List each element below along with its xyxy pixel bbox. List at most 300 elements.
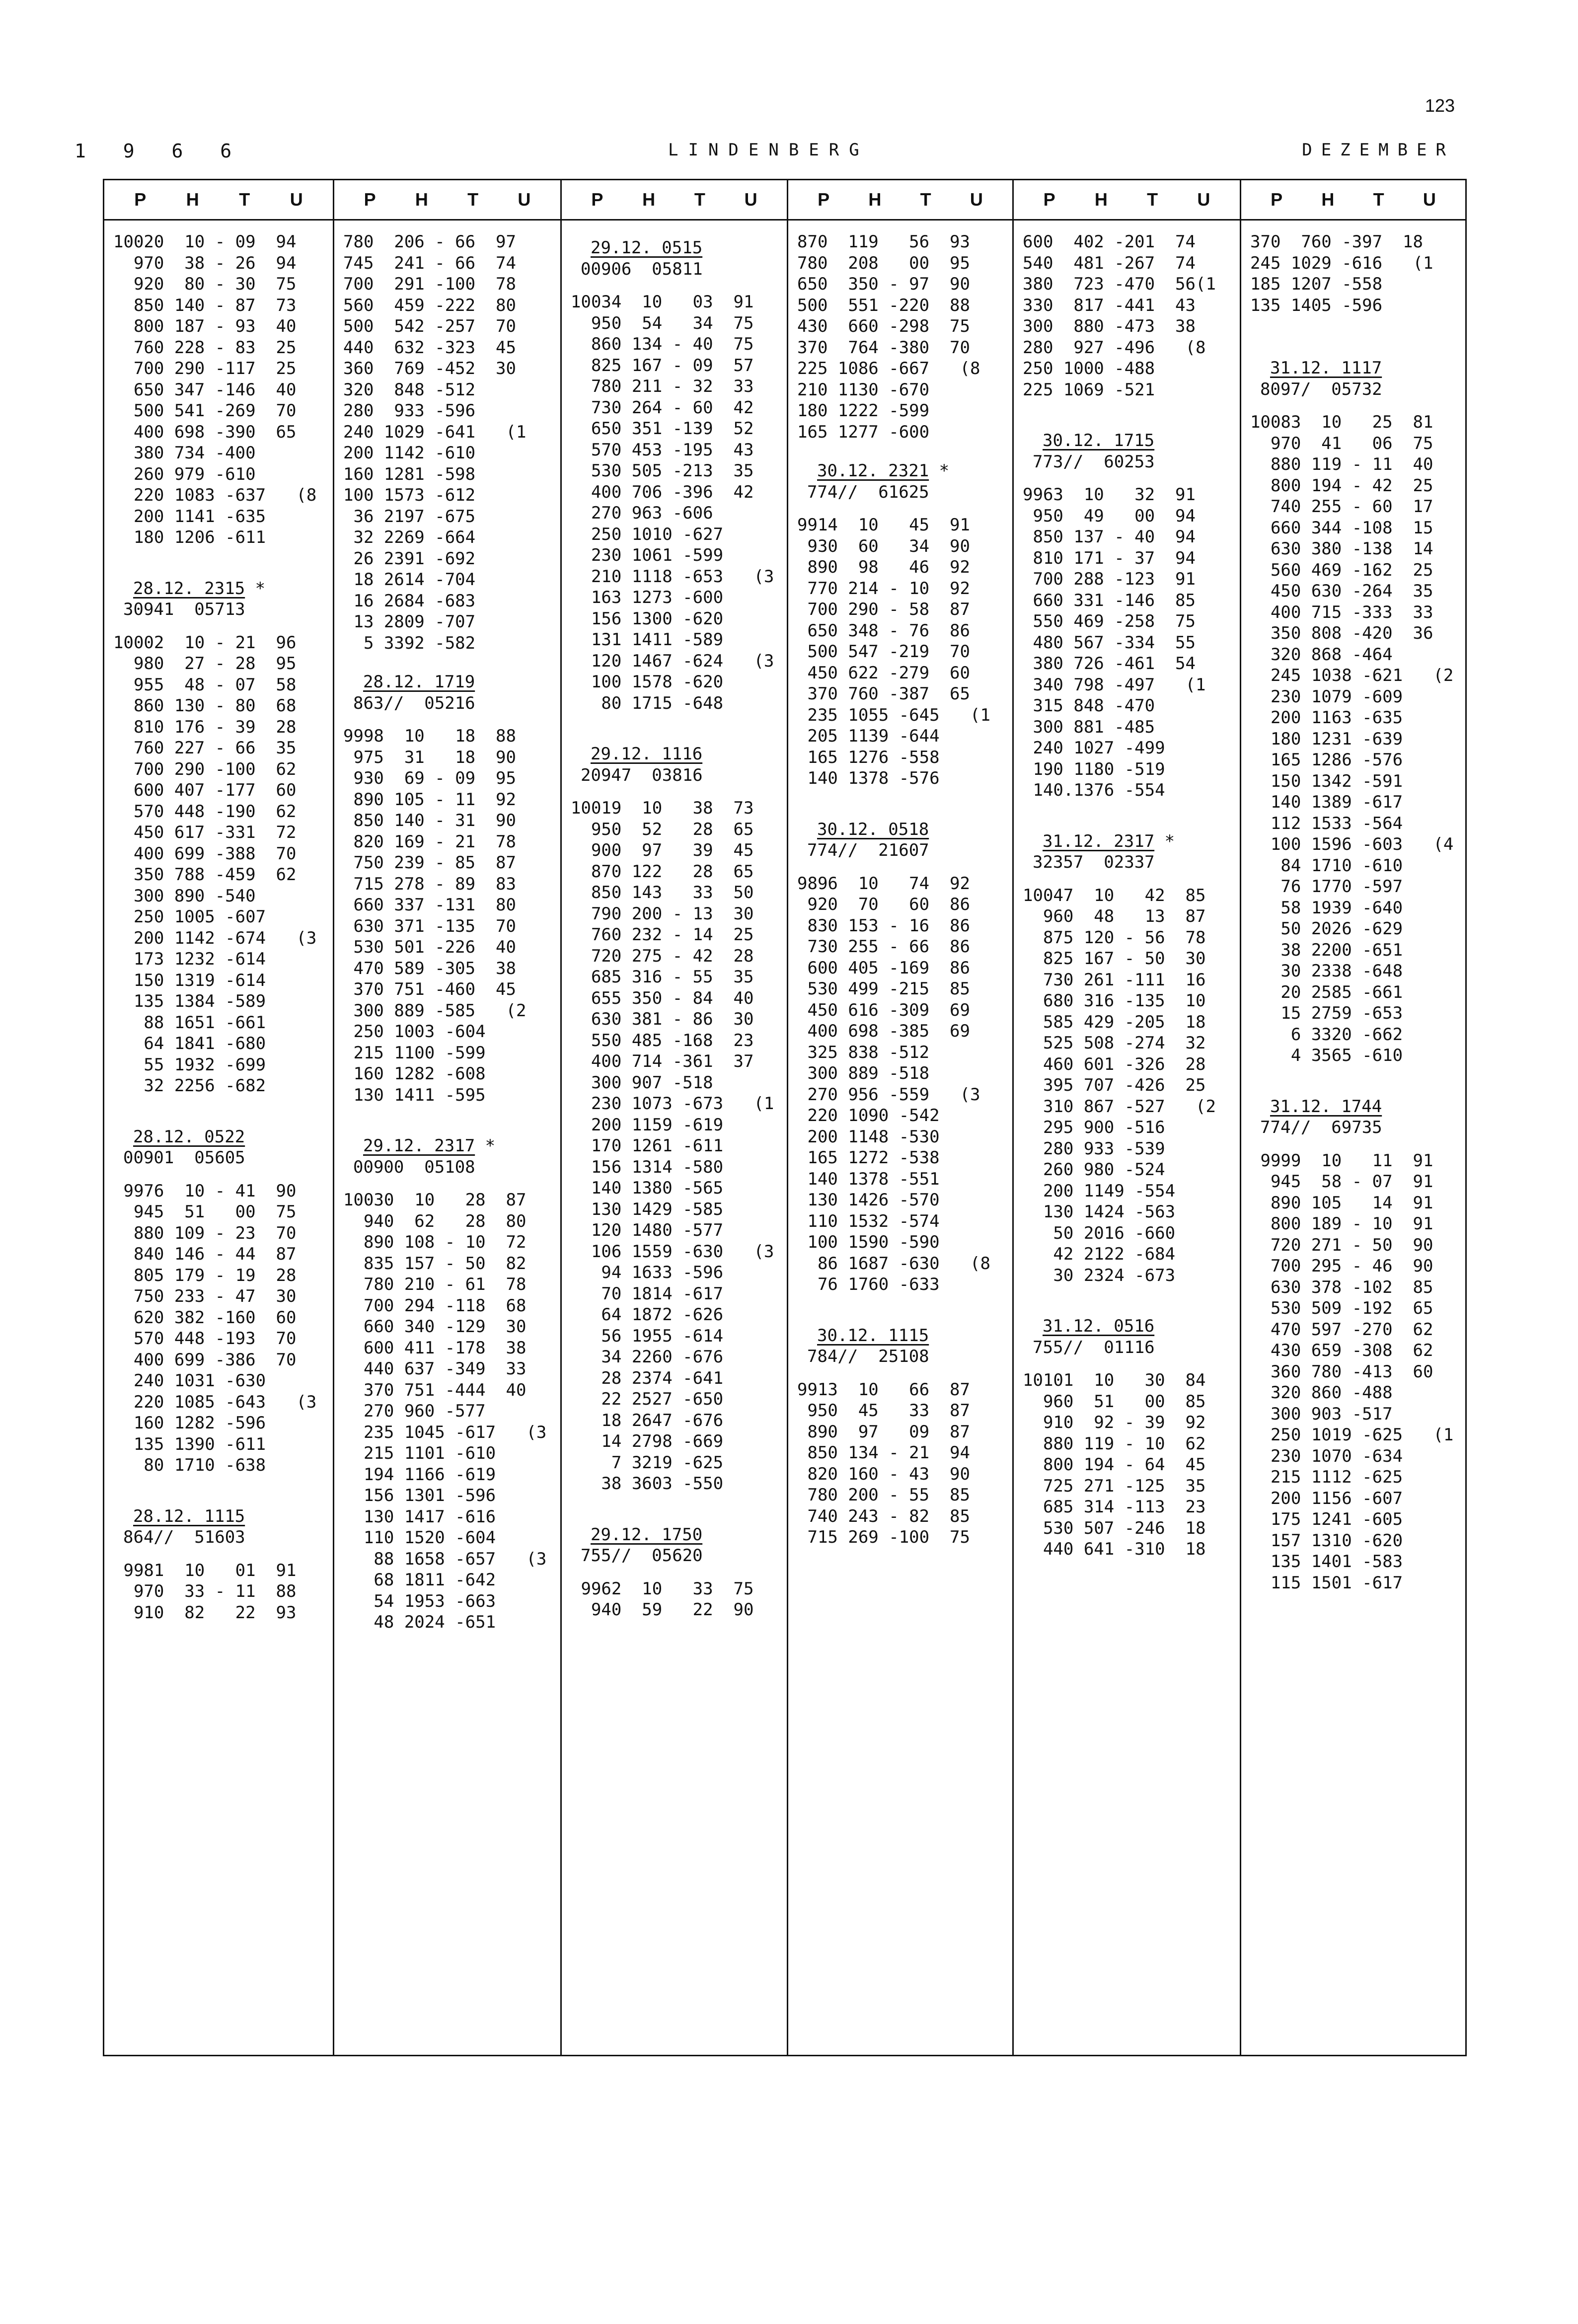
data-row: 400 698 -385 69: [797, 1021, 970, 1041]
data-row: 880 119 - 11 40: [1250, 454, 1433, 474]
data-row: 160 1282 -596: [113, 1413, 266, 1433]
sounding-code-line: 773// 60253: [1033, 451, 1155, 472]
data-row: 460 601 -326 28: [1023, 1054, 1206, 1074]
data-row: 400 714 -361 37: [571, 1051, 754, 1071]
data-row: 780 208 00 95: [797, 253, 970, 273]
data-row: 235 1045 -617 (3: [343, 1422, 547, 1442]
data-row: 600 405 -169 86: [797, 958, 970, 978]
data-row: 340 798 -497 (1: [1023, 675, 1206, 695]
data-row: 550 469 -258 75: [1023, 611, 1196, 631]
data-row: 310 867 -527 (2: [1023, 1096, 1216, 1117]
data-row: 58 1939 -640: [1250, 898, 1403, 918]
column-body: [562, 221, 787, 1621]
data-row: 950 49 00 94: [1023, 506, 1196, 526]
data-row: 38 3603 -550: [571, 1474, 724, 1494]
data-row: 440 641 -310 18: [1023, 1539, 1206, 1559]
data-row: 140.1376 -554: [1023, 780, 1165, 800]
data-row: 270 956 -559 (3: [797, 1084, 980, 1105]
data-row: 400 698 -390 65: [113, 422, 297, 442]
data-row: 800 187 - 93 40: [113, 316, 297, 336]
data-row: 280 933 -539: [1023, 1138, 1165, 1159]
data-row: 890 97 09 87: [797, 1422, 970, 1442]
data-row: 9976 10 - 41 90: [113, 1181, 297, 1201]
data-row: 160 1281 -598: [343, 464, 476, 484]
sounding-heading: [1023, 1316, 1231, 1337]
column-header-row: [1241, 180, 1465, 221]
data-row: 955 48 - 07 58: [113, 675, 297, 695]
sounding-star-mark: *: [245, 578, 266, 599]
data-row: 530 505 -213 35: [571, 461, 754, 481]
data-row: 225 1086 -667 (8: [797, 359, 980, 378]
block-spacer: [113, 1476, 324, 1500]
data-row: 585 429 -205 18: [1023, 1012, 1206, 1032]
data-row: 165 1272 -538: [797, 1148, 940, 1168]
data-row: 250 1019 -625 (1: [1250, 1425, 1454, 1445]
data-row: 400 699 -386 70: [113, 1349, 297, 1370]
data-row: 64 1841 -680: [113, 1034, 266, 1053]
data-row: 140 1380 -565: [571, 1178, 724, 1198]
sounding-heading: [797, 819, 1003, 840]
column-header-label: P: [1271, 189, 1283, 210]
data-row: 10083 10 25 81: [1250, 412, 1433, 432]
data-row: 50 2026 -629: [1250, 919, 1403, 939]
data-row: 370 751 -444 40: [343, 1380, 526, 1400]
data-row: 215 1100 -599: [343, 1043, 486, 1063]
data-row: 660 337 -131 80: [343, 895, 516, 915]
data-row: 205 1139 -644: [797, 726, 940, 746]
data-row: 835 157 - 50 82: [343, 1253, 526, 1274]
data-row: 870 122 28 65: [571, 861, 754, 882]
column-header-label: T: [694, 189, 705, 210]
data-row: 225 1069 -521: [1023, 379, 1155, 400]
data-row: 76 1760 -633: [797, 1274, 940, 1294]
data-row: 810 171 - 37 94: [1023, 548, 1196, 568]
data-row: 240 1031 -630: [113, 1371, 266, 1391]
data-row: 140 1378 -576: [797, 768, 940, 788]
data-row: 880 119 - 10 62: [1023, 1433, 1206, 1454]
sounding-heading: [1023, 430, 1231, 451]
data-row: 88 1651 -661: [113, 1012, 266, 1033]
sounding-star-mark: *: [929, 461, 950, 481]
data-row: 920 70 60 86: [797, 895, 970, 914]
data-row: 850 134 - 21 94: [797, 1443, 970, 1463]
data-row: 600 402 -201 74: [1023, 232, 1196, 252]
sounding-code-line: 00900 05108: [353, 1157, 475, 1177]
data-row: 131 1411 -589: [571, 630, 724, 650]
column-header-label: U: [1423, 189, 1436, 210]
sounding-star-mark: *: [1154, 831, 1175, 851]
table-column: [104, 180, 333, 2055]
sounding-heading: [343, 672, 551, 693]
data-row: 875 120 - 56 78: [1023, 927, 1206, 948]
sounding-date-time: 30.12. 0518: [817, 819, 929, 839]
data-row: 600 411 -178 38: [343, 1338, 526, 1358]
data-row: 5 3392 -582: [343, 633, 476, 653]
table-column: [787, 180, 1012, 2055]
header-month: DEZEMBER: [1302, 140, 1455, 160]
data-row: 620 382 -160 60: [113, 1307, 297, 1328]
data-row: 380 726 -461 54: [1023, 654, 1196, 674]
data-row: 325 838 -512: [797, 1042, 930, 1062]
data-row: 700 294 -118 68: [343, 1295, 526, 1316]
data-row: 100 1573 -612: [343, 485, 476, 505]
data-row: 370 751 -460 45: [343, 979, 516, 999]
data-row: 135 1405 -596: [1250, 295, 1383, 315]
data-row: 570 448 -193 70: [113, 1329, 297, 1349]
sounding-code-line: 8097/ 05732: [1260, 379, 1382, 399]
data-row: 32 2256 -682: [113, 1076, 266, 1096]
data-row: 945 58 - 07 91: [1250, 1172, 1433, 1192]
data-row: 9962 10 33 75: [571, 1578, 754, 1599]
data-row: 980 27 - 28 95: [113, 654, 297, 674]
data-row: 9998 10 18 88: [343, 726, 516, 746]
data-row: 76 1770 -597: [1250, 877, 1403, 897]
sounding-heading: [1250, 1096, 1456, 1118]
data-row: 450 630 -264 35: [1250, 581, 1433, 601]
data-row: 140 1378 -551: [797, 1169, 940, 1189]
data-row: 280 933 -596: [343, 401, 476, 421]
data-row: 630 371 -135 70: [343, 916, 516, 936]
data-row: 18 2614 -704: [343, 570, 476, 590]
data-row: 360 769 -452 30: [343, 359, 516, 378]
data-row: 190 1180 -519: [1023, 759, 1165, 779]
data-row: 260 979 -610: [113, 464, 256, 484]
sounding-heading: [571, 237, 778, 259]
sounding-code-line: 774// 61625: [807, 482, 929, 502]
table-column: [560, 180, 787, 2055]
data-row: 910 92 - 39 92: [1023, 1413, 1206, 1432]
column-body: [1241, 221, 1465, 1593]
data-row: 700 295 - 46 90: [1250, 1256, 1433, 1276]
data-row: 170 1261 -611: [571, 1136, 724, 1156]
data-row: 550 485 -168 23: [571, 1030, 754, 1050]
column-header-label: U: [970, 189, 983, 210]
data-row: 805 179 - 19 28: [113, 1265, 297, 1285]
data-row: 600 407 -177 60: [113, 780, 297, 800]
data-row: 235 1055 -645 (1: [797, 705, 990, 725]
sounding-date-time: 29.12. 0515: [591, 238, 703, 258]
sounding-date-time: 28.12. 2315: [133, 578, 245, 599]
data-row: 330 817 -441 43: [1023, 295, 1196, 315]
data-row: 200 1163 -635: [1250, 708, 1403, 728]
data-row: 80 1715 -648: [571, 693, 724, 713]
data-row: 30 2324 -673: [1023, 1265, 1176, 1285]
data-row: 64 1872 -626: [571, 1305, 724, 1325]
sounding-table: [103, 179, 1467, 2056]
data-row: 380 723 -470 56(1: [1023, 274, 1216, 294]
data-row: 350 808 -420 36: [1250, 623, 1433, 643]
data-row: 860 130 - 80 68: [113, 696, 297, 716]
data-row: 900 97 39 45: [571, 840, 754, 860]
data-row: 730 264 - 60 42: [571, 397, 754, 418]
data-row: 6 3320 -662: [1250, 1024, 1403, 1045]
column-header-label: P: [134, 189, 147, 210]
data-row: 660 331 -146 85: [1023, 590, 1196, 610]
column-body: [334, 221, 560, 1633]
sounding-date-time: 31.12. 1744: [1270, 1096, 1382, 1117]
column-header-label: H: [1094, 189, 1108, 210]
data-row: 260 980 -524: [1023, 1160, 1165, 1180]
sounding-date-time: 28.12. 0522: [133, 1126, 245, 1147]
data-row: 10019 10 38 73: [571, 798, 754, 818]
data-row: 630 380 -138 14: [1250, 539, 1433, 559]
data-row: 780 200 - 55 85: [797, 1485, 970, 1505]
data-row: 240 1027 -499: [1023, 738, 1165, 758]
data-row: 210 1118 -653 (3: [571, 566, 774, 587]
column-header-label: T: [467, 189, 479, 210]
data-row: 500 551 -220 88: [797, 295, 970, 315]
data-row: 440 632 -323 45: [343, 337, 516, 358]
data-row: 250 1003 -604: [343, 1022, 486, 1042]
sounding-heading: [571, 744, 778, 765]
data-row: 700 290 -117 25: [113, 359, 297, 378]
data-row: 300 889 -518: [797, 1063, 930, 1083]
column-header-label: P: [364, 189, 376, 210]
column-body: [788, 221, 1012, 1548]
data-row: 970 33 - 11 88: [113, 1581, 297, 1601]
data-row: 300 880 -473 38: [1023, 316, 1196, 336]
data-row: 650 347 -146 40: [113, 379, 297, 400]
data-row: 525 508 -274 32: [1023, 1033, 1206, 1053]
sounding-code-line: 30941 05713: [123, 600, 245, 619]
data-row: 175 1241 -605: [1250, 1509, 1403, 1529]
data-row: 780 210 - 61 78: [343, 1274, 526, 1294]
data-row: 920 80 - 30 75: [113, 274, 297, 294]
block-spacer: [113, 548, 324, 572]
data-row: 9913 10 66 87: [797, 1379, 970, 1400]
sounding-heading: [1250, 358, 1456, 379]
column-header-label: H: [1321, 189, 1335, 210]
data-row: 300 907 -518: [571, 1072, 713, 1093]
data-row: 55 1932 -699: [113, 1054, 266, 1075]
column-header-label: T: [239, 189, 250, 210]
column-header-label: T: [920, 189, 931, 210]
column-body: [1014, 221, 1240, 1560]
data-row: 890 108 - 10 72: [343, 1232, 526, 1252]
block-spacer: [1023, 400, 1231, 424]
block-spacer: [797, 443, 1003, 454]
data-row: 250 1000 -488: [1023, 359, 1155, 378]
data-row: 850 140 - 31 90: [343, 811, 516, 830]
data-row: 720 275 - 42 28: [571, 946, 754, 966]
data-row: 700 291 -100 78: [343, 274, 516, 294]
block-spacer: [1250, 1066, 1456, 1090]
data-row: 200 1148 -530: [797, 1126, 940, 1147]
data-row: 500 541 -269 70: [113, 401, 297, 421]
data-row: 30 2338 -648: [1250, 961, 1403, 981]
data-row: 160 1282 -608: [343, 1064, 486, 1084]
data-row: 370 760 -387 65: [797, 684, 970, 704]
data-row: 780 211 - 32 33: [571, 376, 754, 396]
column-header-label: U: [744, 189, 757, 210]
data-row: 730 255 - 66 86: [797, 937, 970, 957]
data-row: 130 1424 -563: [1023, 1202, 1176, 1222]
data-row: 22 2527 -650: [571, 1389, 724, 1409]
data-row: 9981 10 01 91: [113, 1560, 297, 1580]
data-row: 530 499 -215 85: [797, 979, 970, 999]
data-row: 56 1955 -614: [571, 1326, 724, 1346]
sounding-code-line: 755// 01116: [1033, 1337, 1155, 1357]
data-row: 180 1206 -611: [113, 527, 266, 547]
sounding-date-time: 30.12. 1715: [1043, 431, 1155, 450]
data-row: 400 715 -333 33: [1250, 602, 1433, 622]
sounding-heading: [343, 1135, 551, 1157]
data-row: 135 1401 -583: [1250, 1552, 1403, 1572]
data-row: 650 351 -139 52: [571, 419, 754, 439]
data-row: 320 848 -512: [343, 379, 476, 400]
data-row: 185 1207 -558: [1250, 274, 1383, 294]
column-body: [104, 221, 333, 1623]
data-row: 950 45 33 87: [797, 1401, 970, 1421]
data-row: 280 927 -496 (8: [1023, 337, 1206, 358]
data-row: 300 890 -540: [113, 886, 256, 906]
data-row: 400 706 -396 42: [571, 482, 754, 502]
data-row: 760 227 - 66 35: [113, 738, 297, 758]
data-row: 470 597 -270 62: [1250, 1319, 1433, 1340]
data-row: 840 146 - 44 87: [113, 1244, 297, 1264]
data-row: 240 1029 -641 (1: [343, 422, 526, 442]
data-row: 945 51 00 75: [113, 1202, 297, 1222]
data-row: 157 1310 -620: [1250, 1530, 1403, 1551]
block-spacer: [797, 789, 1003, 813]
header-year: 1 9 6 6: [75, 140, 245, 162]
data-row: 820 169 - 21 78: [343, 831, 516, 852]
data-row: 960 48 13 87: [1023, 906, 1206, 926]
data-row: 630 381 - 86 30: [571, 1009, 754, 1029]
page-number: 123: [1425, 95, 1455, 116]
data-row: 430 659 -308 62: [1250, 1341, 1433, 1360]
data-row: 975 31 18 90: [343, 747, 516, 767]
data-row: 315 848 -470: [1023, 696, 1155, 716]
data-row: 200 1142 -610: [343, 443, 476, 463]
data-row: 165 1277 -600: [797, 422, 930, 442]
data-row: 230 1079 -609: [1250, 686, 1403, 707]
sounding-code-line: 00901 05605: [123, 1148, 245, 1168]
data-row: 730 261 -111 16: [1023, 970, 1206, 990]
sounding-code-line: 20947 03816: [581, 765, 703, 785]
column-header-label: H: [415, 189, 428, 210]
data-row: 800 194 - 42 25: [1250, 475, 1433, 496]
data-row: 940 62 28 80: [343, 1211, 526, 1231]
block-spacer: [1250, 316, 1456, 340]
sounding-heading: [113, 578, 324, 600]
block-spacer: [571, 714, 778, 738]
data-row: 16 2684 -683: [343, 591, 476, 611]
data-row: 540 481 -267 74: [1023, 253, 1196, 273]
data-row: 165 1286 -576: [1250, 750, 1403, 770]
data-row: 250 1010 -627: [571, 524, 724, 544]
data-row: 100 1590 -590: [797, 1232, 940, 1252]
data-row: 48 2024 -651: [343, 1612, 496, 1632]
data-row: 530 501 -226 40: [343, 937, 516, 957]
block-spacer: [1023, 1286, 1231, 1310]
data-row: 180 1231 -639: [1250, 729, 1403, 749]
data-row: 630 378 -102 85: [1250, 1277, 1433, 1297]
data-row: 320 860 -488: [1250, 1383, 1393, 1403]
data-row: 135 1384 -589: [113, 991, 266, 1011]
data-row: 680 316 -135 10: [1023, 991, 1206, 1011]
data-row: 26 2391 -692: [343, 548, 476, 569]
sounding-date-time: 28.12. 1115: [133, 1506, 245, 1526]
data-row: 100 1578 -620: [571, 672, 724, 692]
data-row: 300 903 -517: [1250, 1404, 1393, 1424]
data-row: 780 206 - 66 97: [343, 232, 516, 252]
data-row: 68 1811 -642: [343, 1570, 496, 1590]
table-column: [1012, 180, 1240, 2055]
data-row: 86 1687 -630 (8: [797, 1253, 990, 1274]
table-column: [333, 180, 560, 2055]
data-row: 34 2260 -676: [571, 1347, 724, 1367]
sounding-date-time: 28.12. 1719: [363, 672, 475, 692]
data-row: 500 542 -257 70: [343, 316, 516, 336]
block-spacer: [1023, 801, 1231, 825]
data-row: 4 3565 -610: [1250, 1046, 1403, 1065]
data-row: 660 344 -108 15: [1250, 518, 1433, 538]
data-row: 450 622 -279 60: [797, 663, 970, 683]
data-row: 220 1085 -643 (3: [113, 1392, 317, 1412]
sounding-code-line: 863// 05216: [353, 693, 475, 713]
sounding-heading: [1023, 831, 1231, 852]
sounding-code-line: 784// 25108: [807, 1347, 929, 1366]
data-row: 770 214 - 10 92: [797, 578, 970, 599]
block-spacer: [343, 1106, 551, 1129]
data-row: 930 60 34 90: [797, 536, 970, 556]
data-row: 470 589 -305 38: [343, 958, 516, 978]
data-row: 250 1005 -607: [113, 907, 266, 927]
column-header-row: [334, 180, 560, 221]
data-row: 163 1273 -600: [571, 588, 724, 607]
data-row: 220 1090 -542: [797, 1106, 940, 1125]
data-row: 715 278 - 89 83: [343, 874, 516, 894]
data-row: 230 1061 -599: [571, 545, 724, 565]
data-row: 54 1953 -663: [343, 1591, 496, 1611]
data-row: 230 1073 -673 (1: [571, 1094, 774, 1114]
data-row: 400 699 -388 70: [113, 843, 297, 864]
data-row: 890 105 14 91: [1250, 1193, 1433, 1213]
data-row: 750 233 - 47 30: [113, 1286, 297, 1306]
data-row: 88 1658 -657 (3: [343, 1549, 547, 1569]
block-spacer: [113, 1097, 324, 1121]
data-row: 245 1038 -621 (2: [1250, 666, 1454, 685]
data-row: 740 243 - 82 85: [797, 1506, 970, 1526]
data-row: 395 707 -426 25: [1023, 1075, 1206, 1095]
data-row: 10002 10 - 21 96: [113, 632, 297, 653]
data-row: 890 105 - 11 92: [343, 789, 516, 810]
data-row: 50 2016 -660: [1023, 1223, 1176, 1243]
data-row: 750 239 - 85 87: [343, 853, 516, 873]
data-row: 200 1141 -635: [113, 506, 266, 526]
data-row: 10034 10 03 91: [571, 292, 754, 312]
data-row: 825 167 - 09 57: [571, 355, 754, 375]
column-header-label: H: [642, 189, 656, 210]
data-row: 685 316 - 55 35: [571, 967, 754, 987]
data-row: 725 271 -125 35: [1023, 1476, 1206, 1496]
data-row: 106 1559 -630 (3: [571, 1241, 774, 1262]
data-row: 370 764 -380 70: [797, 337, 970, 358]
data-row: 80 1710 -638: [113, 1455, 266, 1475]
block-spacer: [797, 1295, 1003, 1319]
data-row: 450 616 -309 69: [797, 1000, 970, 1020]
sounding-heading: [797, 1325, 1003, 1347]
column-header-label: P: [591, 189, 603, 210]
data-row: 890 98 46 92: [797, 557, 970, 577]
data-row: 320 868 -464: [1250, 644, 1393, 665]
data-row: 110 1532 -574: [797, 1211, 940, 1231]
column-header-label: H: [868, 189, 882, 210]
sounding-code-line: 32357 02337: [1033, 852, 1155, 872]
column-header-label: U: [290, 189, 303, 210]
sounding-date-time: 31.12. 1117: [1270, 358, 1382, 378]
